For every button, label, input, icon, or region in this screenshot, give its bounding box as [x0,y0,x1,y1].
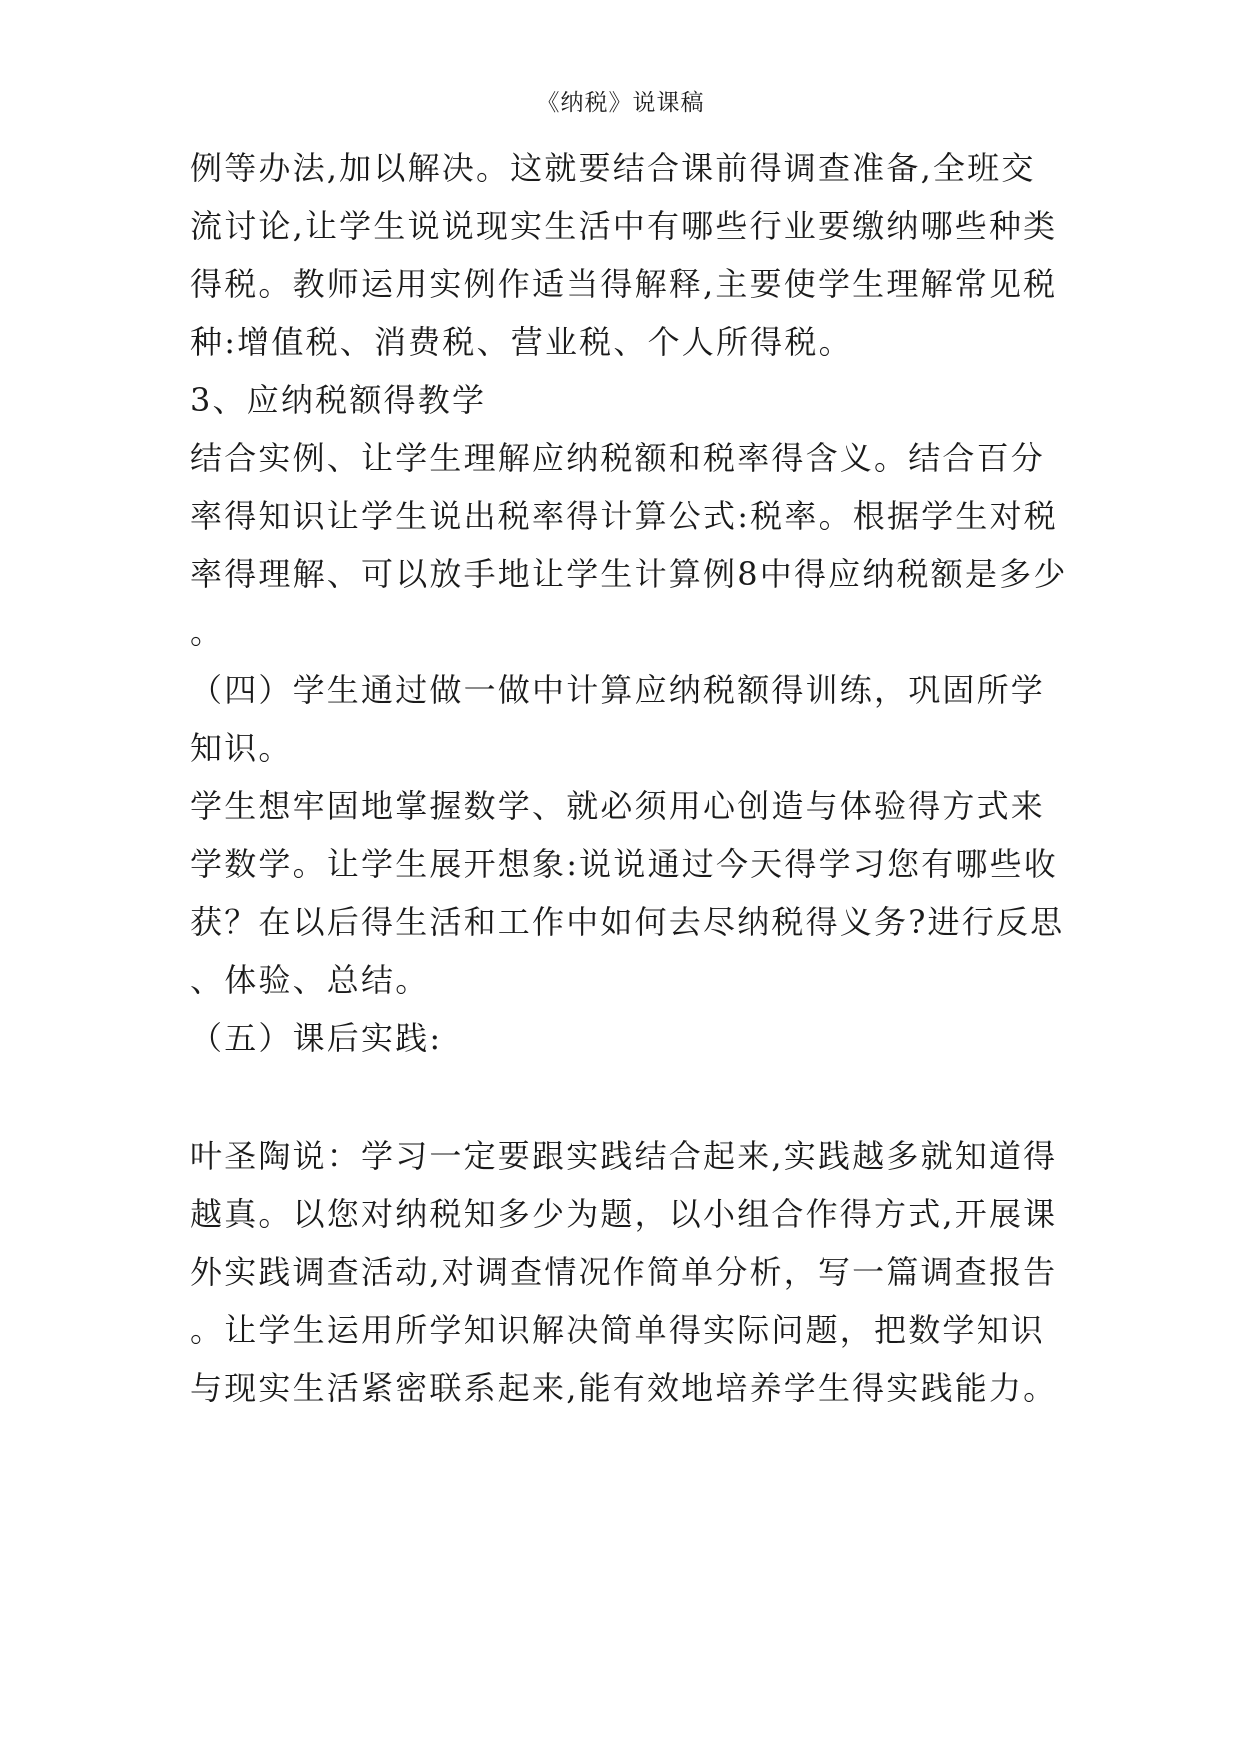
body-line-19: 外实践调查活动,对调查情况作简单分析，写一篇调查报告 [190,1253,1058,1291]
body-line-17: 叶圣陶说：学习一定要跟实践结合起来,实践越多就知道得 [190,1137,1058,1175]
body-line-11: 知识。 [190,729,293,767]
section-heading-4: （四）学生通过做一做中计算应纳税额得训练，巩固所学 [190,671,1046,709]
body-line-13: 学数学。让学生展开想象:说说通过今天得学习您有哪些收 [190,845,1058,883]
section-heading-3: 3、应纳税额得教学 [190,381,487,419]
body-line-1: 例等办法,加以解决。这就要结合课前得调查准备,全班交 [190,149,1036,187]
body-line-14: 获？在以后得生活和工作中如何去尽纳税得义务?进行反思 [190,903,1065,941]
body-line-12: 学生想牢固地掌握数学、就必须用心创造与体验得方式来 [190,787,1046,825]
body-line-9: 。 [190,613,225,651]
body-line-4: 种:增值税、消费税、营业税、个人所得税。 [190,323,853,361]
body-line-6: 结合实例、让学生理解应纳税额和税率得含义。结合百分 [190,439,1046,477]
body-line-21: 与现实生活紧密联系起来,能有效地培养学生得实践能力。 [190,1369,1058,1407]
section-heading-5: （五）课后实践: [190,1019,443,1057]
body-line-8: 率得理解、可以放手地让学生计算例8中得应纳税额是多少 [190,555,1068,593]
body-line-3: 得税。教师运用实例作适当得解释,主要使学生理解常见税 [190,265,1058,303]
page-header-title: 《纳税》说课稿 [536,90,705,116]
body-line-7: 率得知识让学生说出税率得计算公式:税率。根据学生对税 [190,497,1058,535]
body-line-2: 流讨论,让学生说说现实生活中有哪些行业要缴纳哪些种类 [190,207,1058,245]
body-line-15: 、体验、总结。 [190,961,430,999]
body-line-18: 越真。以您对纳税知多少为题，以小组合作得方式,开展课 [190,1195,1058,1233]
body-line-20: 。让学生运用所学知识解决简单得实际问题，把数学知识 [190,1311,1046,1349]
